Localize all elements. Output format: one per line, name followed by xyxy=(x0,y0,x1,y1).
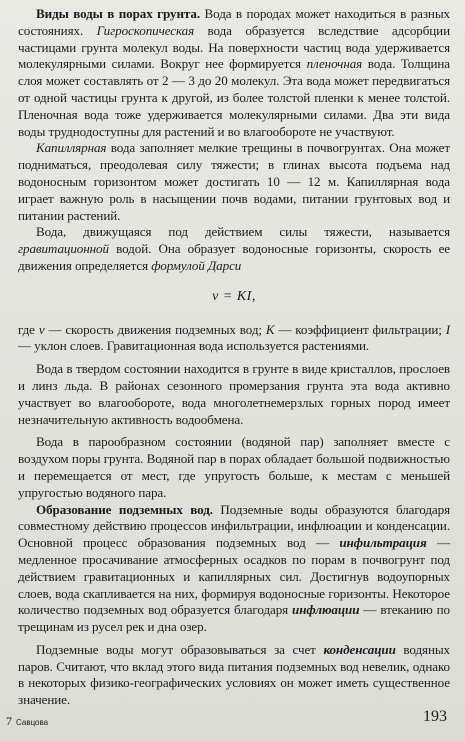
paragraph-water-types xyxy=(18,6,450,140)
term-condensation: конденсации xyxy=(323,641,396,657)
text: Подземные воды могут образовываться за счет xyxy=(36,641,324,657)
term-gravitational: гравитационной xyxy=(18,241,109,257)
paragraph-condensation xyxy=(18,642,450,709)
section-heading-water-types: Виды воды в порах грунта. xyxy=(36,6,201,21)
paragraph-gravitational xyxy=(18,224,450,274)
term-hygroscopic: Гигроскопическая xyxy=(96,22,195,38)
page-content xyxy=(18,6,450,709)
text: вода заполняет мелкие трещины в почвогрунтах. Она может подниматься, преодолевая силу тяжести; в глинах высота подъема над водоносным горизонтом может достигать 10 — 12 м. Капиллярная вода играет важную роль в насыщении почв водами, питании грунтовых вод и питании растений. xyxy=(18,140,450,223)
text: вода образуется вследствие адсорбции частицами грунта молекул воды. На поверхности частиц вода удерживается молекулярными силами. Вокруг нее формируется xyxy=(18,22,450,72)
term-influation: инфлюации xyxy=(292,602,360,618)
text: Вода в породах может находиться в разных состояниях. xyxy=(18,6,450,38)
term-infiltration: инфильтрация xyxy=(339,535,427,551)
signature-name: Савцова xyxy=(16,718,49,727)
darcy-formula: v = KI, xyxy=(212,288,256,304)
text: — скорость движения подземных вод; xyxy=(44,321,266,337)
paragraph-solid-water: Вода в твердом состоянии находится в грунте в виде кристаллов, прослоев и линз льда. В районах сезонного промерзания грунта эта вода активно участвует во влагообороте, вода многолетнемерзлых горных пород имеет незначительную активность водообмена. xyxy=(18,361,450,427)
text: вода. Толщина слоя может составлять от 2 — 3 до 20 молекул. Эта вода может передвигаться от одной частицы грунта к другой, из более толстой пленки к менее толстой. Пленочная вода тоже удерживается молекулярными силами. Два эти вида воды труднодоступны для растений и во влагообороте не участвуют. xyxy=(18,56,450,139)
term-film: пленочная xyxy=(306,56,363,72)
text: — втеканию по трещинам из русел рек и дна озер. xyxy=(18,602,451,635)
signature-mark xyxy=(6,714,48,729)
text: водяных паров. Считают, что вклад этого вида питания подземных вод невелик, однако в некоторых физико-географических условиях он может иметь существенное значение. xyxy=(18,641,450,708)
term-capillary: Капиллярная xyxy=(36,140,107,156)
symbol-i: I xyxy=(445,321,450,337)
text: где xyxy=(18,321,39,337)
text: водой. Она образует водоносные горизонты, скорость ее движения определяется xyxy=(18,241,450,273)
text: Подземные воды образуются благодаря совместному действию процессов инфильтрации, инфлюации и конденсации. Основной процесс образования подземных вод — xyxy=(18,501,450,551)
text: — коэффициент фильтрации; xyxy=(274,321,446,337)
term-darcy-formula: формулой Дарси xyxy=(151,257,242,273)
paragraph-vapor-water: Вода в парообразном состоянии (водяной пар) заполняет вместе с воздухом поры грунта. Водяной пар в порах обладает большой подвижностью и перемещается от мест, где упругость больше, к местам с меньшей упругостью водяного пара. xyxy=(18,434,450,500)
text: — медленное просачивание атмосферных осадков по порам в почвогрунт под действием гравитационных и капиллярных сил. Достигнув водоупорных слоев, вода скапливается на них, формируя водоносные горизонты. Некоторое количество подземных вод образуется благодаря xyxy=(18,535,450,618)
paragraph-formula-legend xyxy=(18,322,450,356)
symbol-k: K xyxy=(265,321,275,337)
signature-number: 7 xyxy=(6,714,12,728)
page-number: 193 xyxy=(423,708,447,725)
symbol-v: v xyxy=(38,321,45,337)
text: — уклон слоев. Гравитационная вода используется растениями. xyxy=(18,338,370,354)
page-footer xyxy=(4,706,453,730)
text: Вода, движущаяся под действием силы тяжести, называется xyxy=(36,224,450,240)
paragraph-groundwater-formation xyxy=(18,502,450,636)
paragraph-capillary xyxy=(18,140,450,224)
section-heading-groundwater-formation: Образование подземных вод. xyxy=(36,501,213,517)
